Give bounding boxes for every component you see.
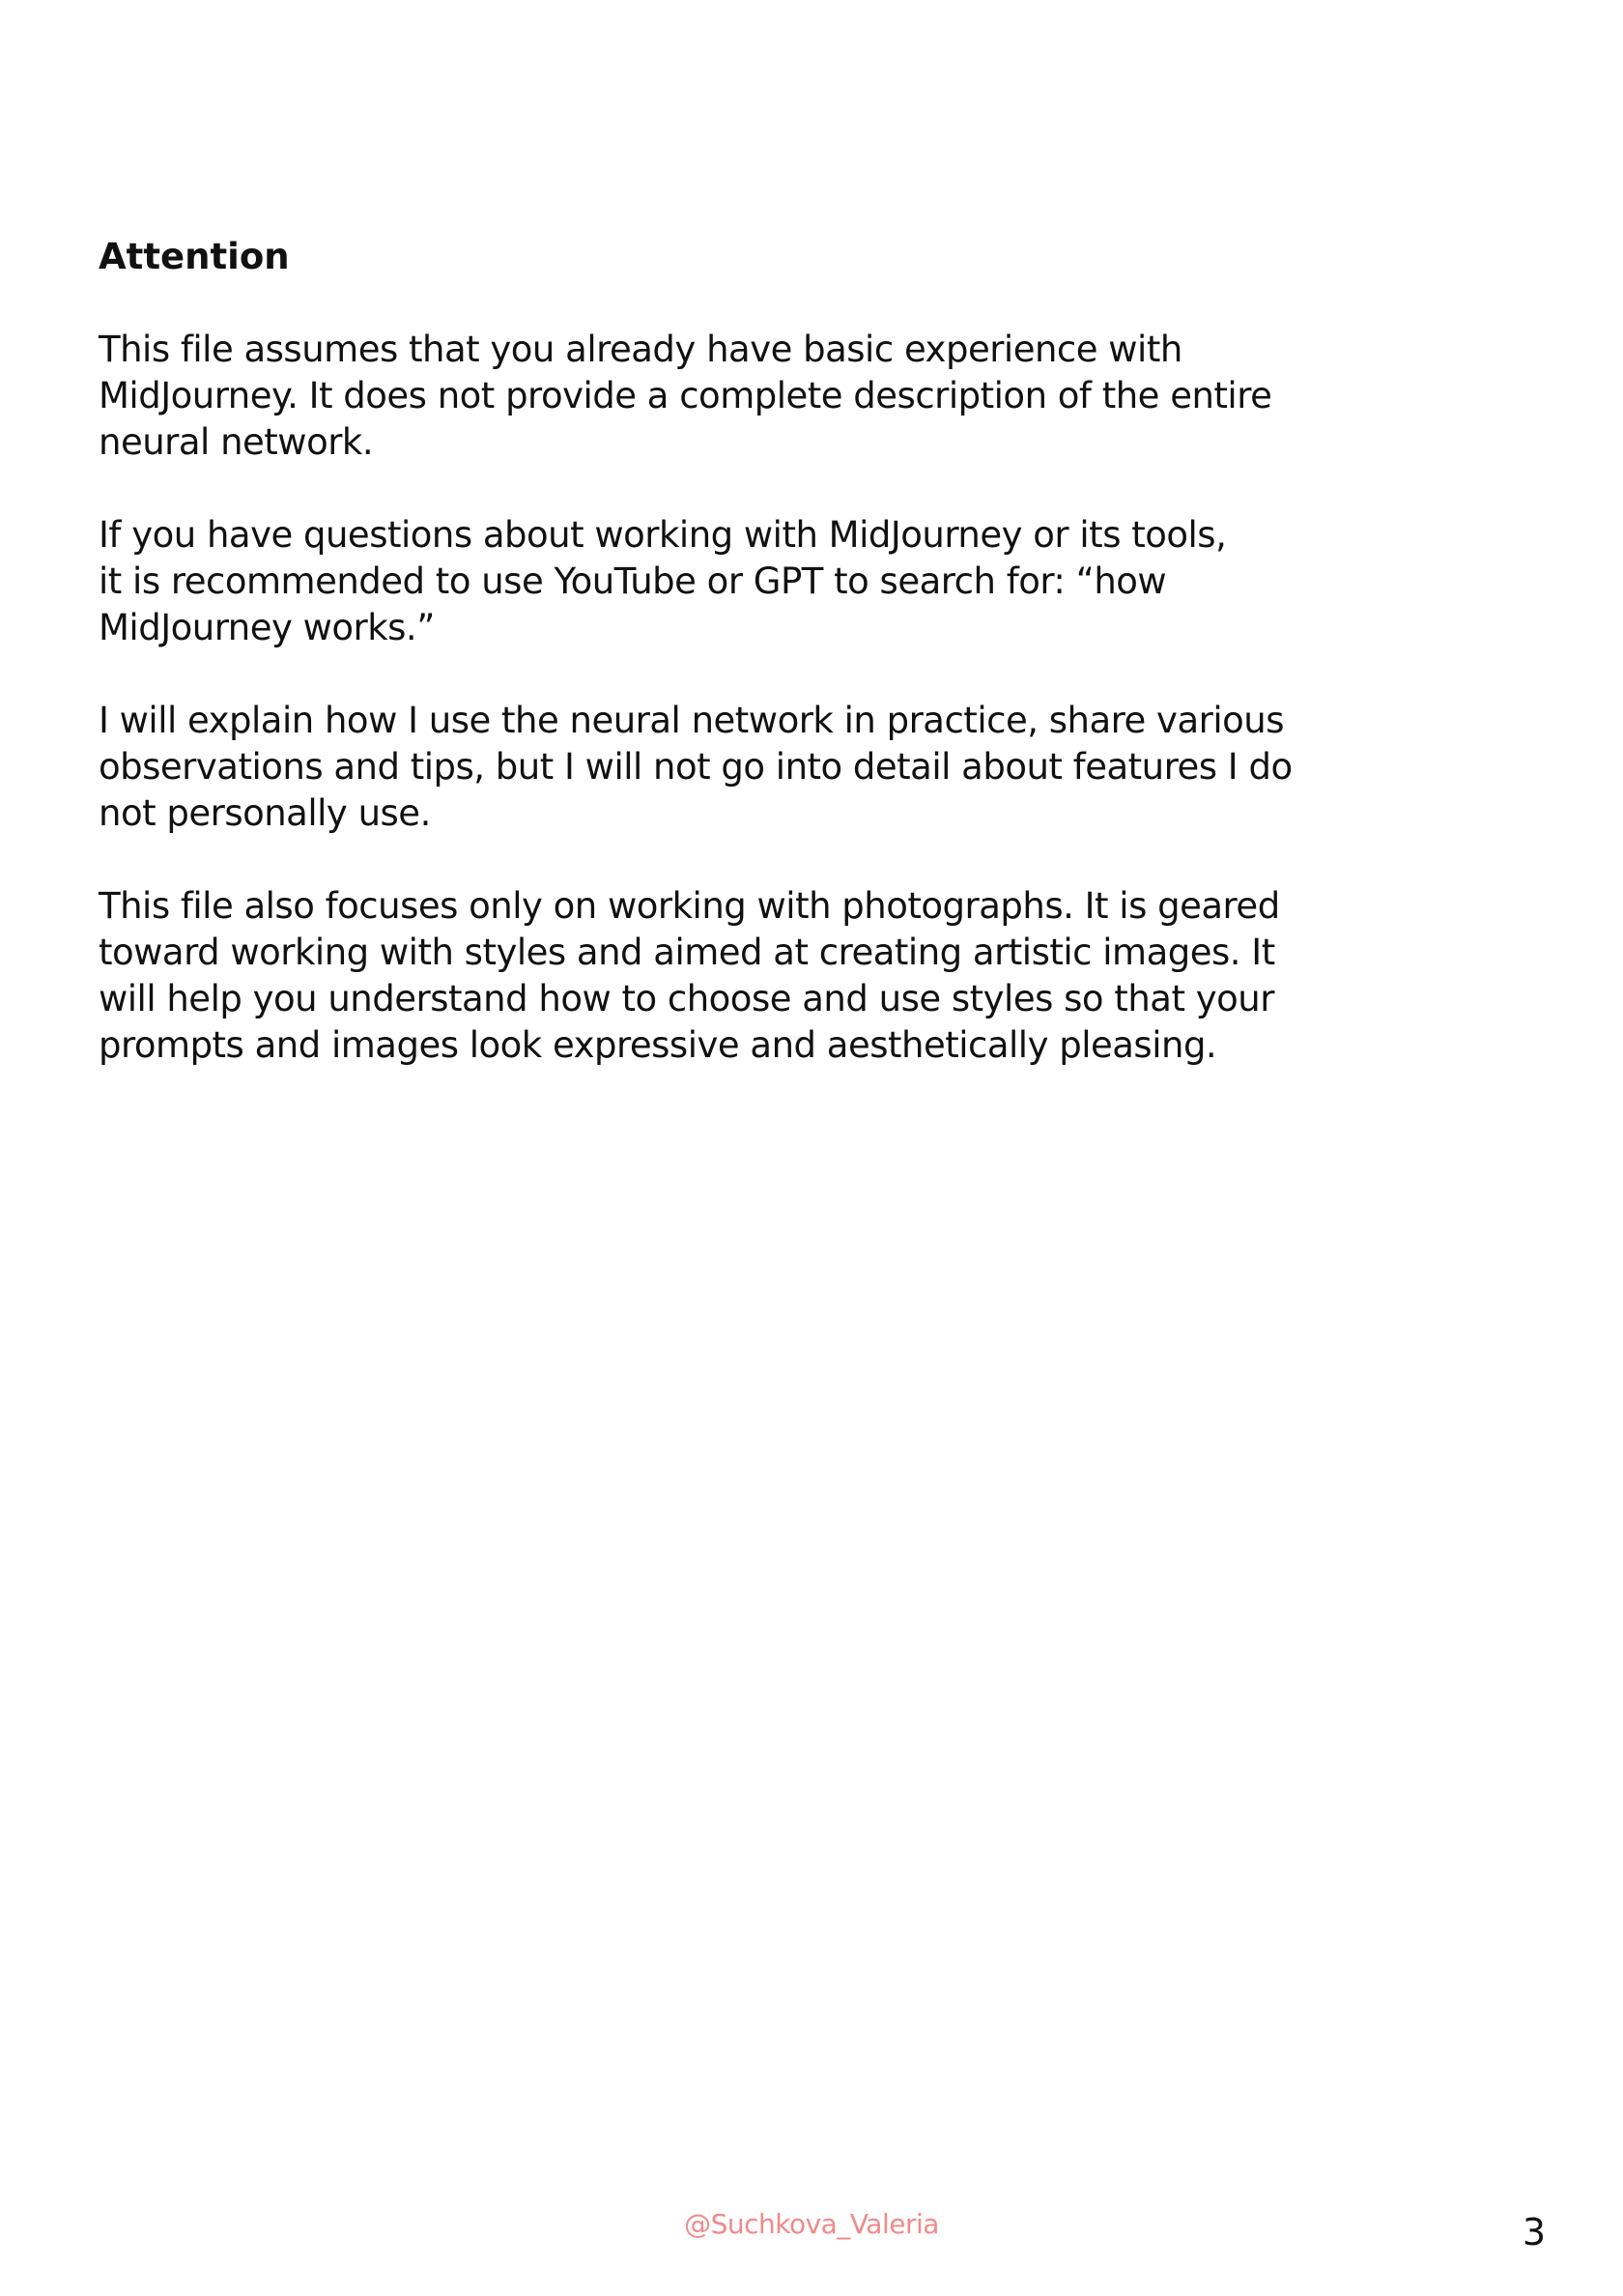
author-handle: @Suchkova_Valeria — [684, 2208, 939, 2240]
paragraph-line: observations and tips, but I will not go into detail about features I do — [99, 746, 1293, 788]
paragraph-line: neural network. — [99, 421, 374, 463]
page-content — [99, 234, 1432, 1115]
paragraph-line: prompts and images look expressive and aesthetically pleasing. — [99, 1024, 1217, 1066]
paragraph-line: not personally use. — [99, 792, 431, 834]
paragraph-line: If you have questions about working with MidJourney or its tools, — [99, 514, 1227, 556]
paragraph-line: I will explain how I use the neural network in practice, share various — [99, 700, 1284, 741]
section-heading: Attention — [99, 236, 290, 277]
paragraph-3 — [99, 698, 1432, 837]
paragraph-line: toward working with styles and aimed at creating artistic images. It — [99, 932, 1275, 973]
paragraph-line: it is recommended to use YouTube or GPT to search for: “how — [99, 560, 1167, 602]
page-number: 3 — [1522, 2211, 1546, 2253]
paragraph-line: MidJourney. It does not provide a complete description of the entire — [99, 375, 1272, 416]
paragraph-line: This file assumes that you already have basic experience with — [99, 329, 1182, 370]
paragraph-line: will help you understand how to choose and use styles so that your — [99, 978, 1274, 1019]
paragraph-line: MidJourney works.” — [99, 607, 435, 648]
paragraph-4 — [99, 883, 1432, 1069]
paragraph-2 — [99, 512, 1432, 651]
paragraph-line: This file also focuses only on working with photographs. It is geared — [99, 885, 1280, 927]
paragraph-1 — [99, 327, 1432, 466]
